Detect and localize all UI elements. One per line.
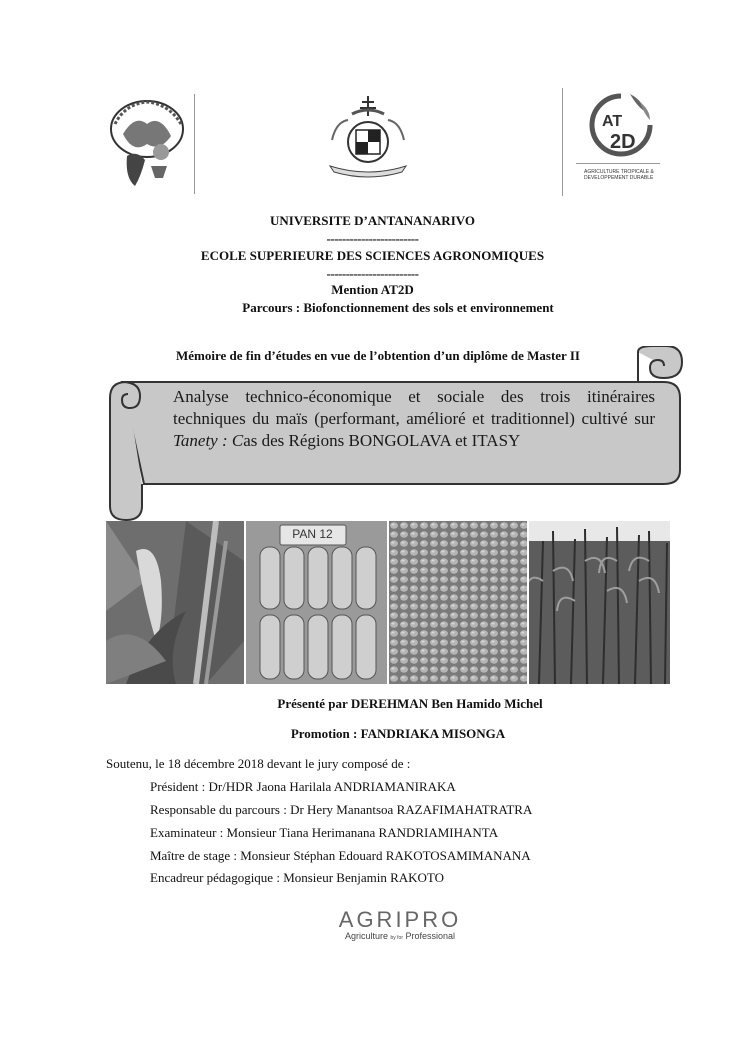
title-text: Analyse technico-économique et sociale des trois itinéraires techniques du maïs (performant, amélioré et traditionnel) cultivé sur bbox=[173, 387, 655, 428]
school-logo bbox=[105, 94, 195, 194]
agripro-slogan bbox=[325, 931, 475, 941]
memoire-title bbox=[173, 386, 655, 452]
maize-cob-photo bbox=[106, 521, 244, 684]
jury-member: Encadreur pédagogique : Monsieur Benjamin RAKOTO bbox=[150, 870, 444, 885]
title-text: as des Régions BONGOLAVA et ITASY bbox=[243, 431, 521, 450]
photo-strip bbox=[106, 521, 670, 684]
jury-intro: Soutenu, le 18 décembre 2018 devant le jury composé de : bbox=[106, 756, 411, 771]
maize-field-photo bbox=[529, 521, 671, 684]
mention: Mention AT2D bbox=[331, 282, 414, 297]
maize-grains-photo bbox=[389, 521, 527, 684]
slogan-part: Professional bbox=[405, 931, 456, 941]
svg-text:AT: AT bbox=[602, 113, 623, 130]
separator: ------------------------ bbox=[326, 231, 419, 246]
promotion: Promotion : FANDRIAKA MISONGA bbox=[290, 726, 506, 741]
svg-text:2D: 2D bbox=[610, 131, 636, 153]
title-italic-text: Tanety : C bbox=[173, 431, 244, 450]
agripro-wordmark: AGRIPRO bbox=[338, 907, 462, 932]
separator: ------------------------ bbox=[326, 266, 419, 281]
slogan-part: Agriculture bbox=[344, 931, 388, 941]
school-name: ECOLE SUPERIEURE DES SCIENCES AGRONOMIQUES bbox=[200, 248, 545, 263]
jury-member: Responsable du parcours : Dr Hery Manantsoa RAZAFIMAHATRATRA bbox=[150, 802, 533, 817]
pan12-maize-cobs-photo bbox=[246, 521, 388, 684]
at2d-caption: AGRICULTURE TROPICALE & DEVELOPPEMENT DURABLE bbox=[584, 169, 654, 181]
university-logo bbox=[322, 92, 414, 184]
university-crest-icon bbox=[322, 92, 414, 184]
school-seal-icon bbox=[105, 94, 193, 194]
agripro-logo bbox=[325, 907, 475, 952]
pan12-label: PAN 12 bbox=[292, 527, 333, 541]
presented-by: Présenté par DEREHMAN Ben Hamido Michel bbox=[277, 696, 543, 711]
parcours: Parcours : Biofonctionnement des sols et environnement bbox=[242, 300, 554, 315]
university-name: UNIVERSITE D’ANTANANARIVO bbox=[270, 213, 475, 228]
memoire-statement: Mémoire de fin d’études en vue de l’obtention d’un diplôme de Master II bbox=[176, 348, 580, 363]
jury-member: Maître de stage : Monsieur Stéphan Edouard RAKOTOSAMIMANANA bbox=[150, 848, 531, 863]
at2d-logo bbox=[562, 88, 662, 198]
jury-member: Président : Dr/HDR Jaona Harilala ANDRIAMANIRAKA bbox=[150, 779, 456, 794]
jury-member: Examinateur : Monsieur Tiana Herimanana RANDRIAMIHANTA bbox=[150, 825, 499, 840]
at2d-emblem-icon bbox=[586, 90, 656, 160]
slogan-part: by for bbox=[390, 935, 403, 941]
